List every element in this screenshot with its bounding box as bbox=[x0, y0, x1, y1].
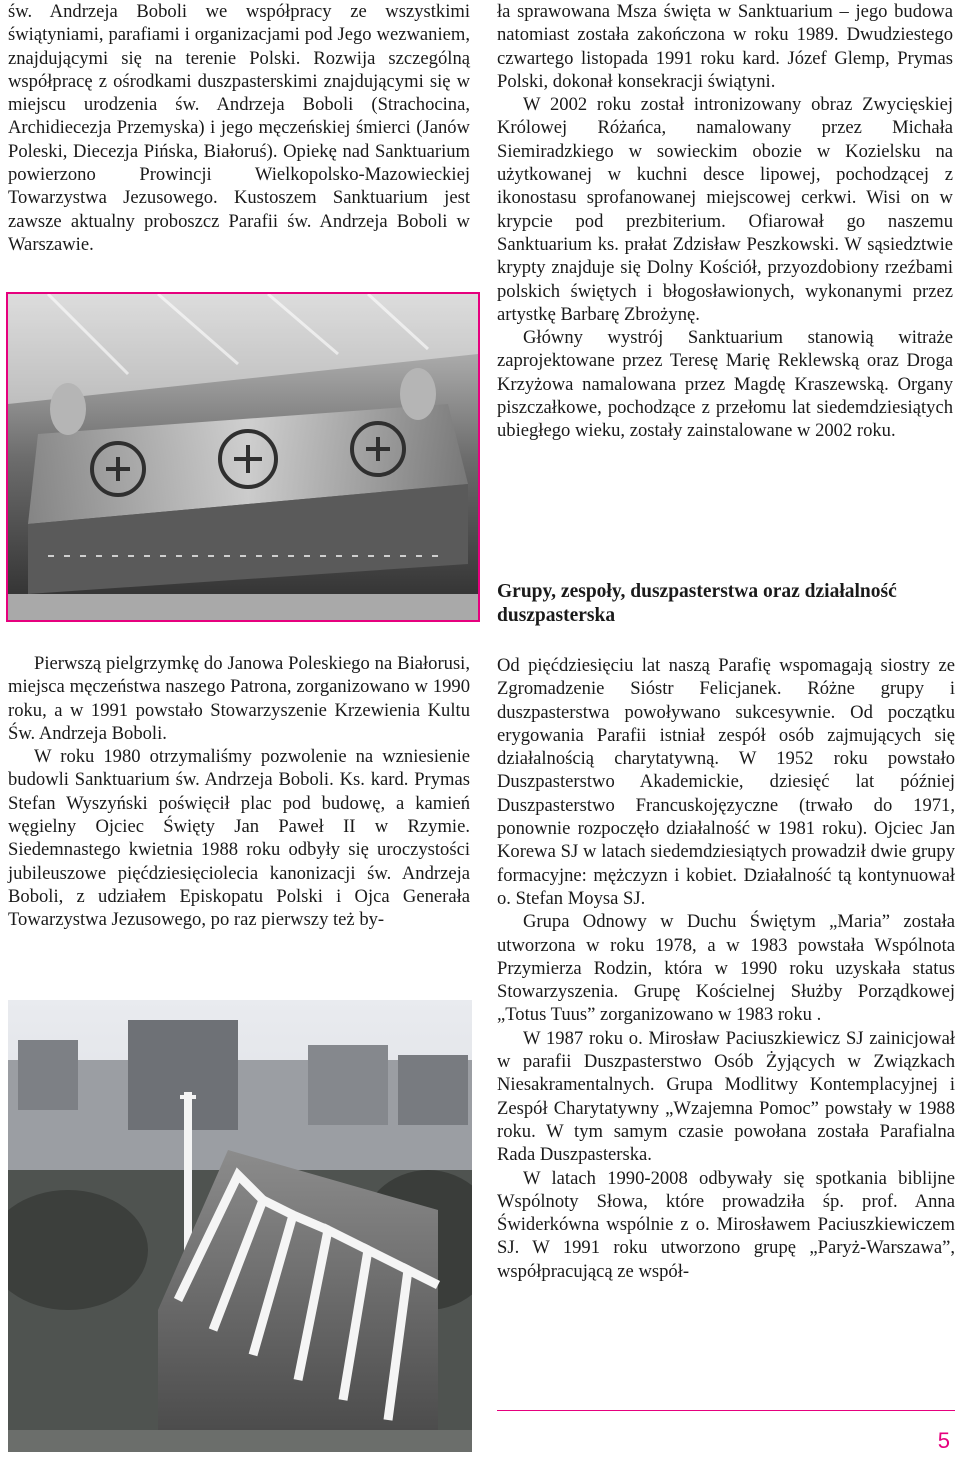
paragraph: Grupa Odnowy w Duchu Świętym „Maria” została utworzona w roku 1978, a w 1983 powstała Wspólnota Przymierza Rodzin, która w 1990 roku uzyskała status Stowarzyszenia. Grupę Kościelnej Służby Porządkowej „Totus Tuus” zorganizowano w 1983 roku . bbox=[497, 911, 955, 1026]
paragraph: W 2002 roku został intronizowany obraz Zwycięskiej Królowej Różańca, namalowany przez Michała Siemiradzkiego w sowieckim obozie w Kozielsku na użytkowanej w kuchni desce lipowej, pochodzącej z ikonostasu sprofanowanej miejscowej cerkwi. Wisi on w krypcie pod prezbiterium. Ofiarował go naszemu Sanktuarium ks. prałat Zdzisław Peszkowski. W sąsiedztwie krypty znajduje się Dolny Kościół, przyozdobiony rzeźbami polskich świętych i błogosławionych, wykonanymi przez artystkę Barbarę Zbrożynę. bbox=[497, 94, 953, 325]
page-number: 5 bbox=[937, 1428, 950, 1453]
paragraph: Główny wystrój Sanktuarium stanowią witraże zaprojektowane przez Teresę Marię Reklewską oraz Droga Krzyżowa namalowana przez Magdę Kraszewską. Organy piszczałkowe, pochodzące z przełomu lat siedemdziesiątych ubiegłego wieku, zostały zainstalowane w 2002 roku. bbox=[497, 327, 953, 442]
paragraph: W roku 1980 otrzymaliśmy pozwolenie na wzniesienie budowli Sanktuarium św. Andrzeja Boboli. Ks. kard. Prymas Stefan Wyszyński poświęcił plac pod budowę, a kamień węgielny Ojciec Święty Jan Paweł II w Rzymie. Siedemnastego kwietnia 1988 roku odbyły się uroczystości jubileuszowe pięćdziesięciolecia kanonizacji św. Andrzeja Boboli, z udziałem Episkopatu Polski i Ojca Generała Towarzystwa Jezusowego, po raz pierwszy też by- bbox=[8, 746, 470, 931]
right-column-top bbox=[497, 0, 953, 443]
paragraph: Od pięćdziesięciu lat naszą Parafię wspomagają siostry ze Zgromadzenie Sióstr Felicjanek. Różne grupy i duszpasterstwa powoływano sukcesywnie. Od początku erygowania Parafii istniał zespół osób zajmujących się działalnością charytatywną. W 1952 roku powstało Duszpasterstwo Akademickie, dziesięć lat później Duszpasterstwo Francuskojęzyczne (trwało do 1971, ponownie rozpoczęło działalność w 1981 roku). Ojciec Jan Korewa SJ w latach siedemdziesiątych prowadził dwie grupy formacyjne: mężczyzn i kobiet. Działalność tą kontynuował o. Stefan Moysa SJ. bbox=[497, 655, 955, 909]
paragraph: św. Andrzeja Boboli we współpracy ze wszystkimi świątyniami, parafiami i organizacjami pod Jego wezwaniem, znajdującymi się na terenie Polski. Rozwija szczególną współpracę z ośrodkami duszpasterskimi znajdującymi się w miejscu urodzenia św. Andrzeja Boboli (Strachocina, Archidiecezja Przemyska) i jego męczeńskiej śmierci (Janów Poleski, Diecezja Pińska, Białoruś). Opiekę nad Sanktuarium powierzono Prowincji Wielkopolsko-Mazowieckiej Towarzystwa Jezusowego. Kustoszem Sanktuarium jest zawsze aktualny proboszcz Parafii św. Andrzeja Boboli w Warszawie. bbox=[8, 1, 470, 255]
left-column-top bbox=[8, 0, 470, 256]
section-heading: Grupy, zespoły, duszpasterstwa oraz działalność duszpasterska bbox=[497, 581, 897, 626]
paragraph: Pierwszą pielgrzymkę do Janowa Poleskiego na Białorusi, miejsca męczeństwa naszego Patrona, zorganizowano w 1990 roku, a w 1991 powstało Stowarzyszenie Krzewienia Kultu Św. Andrzeja Boboli. bbox=[8, 653, 470, 744]
paragraph: ła sprawowana Msza święta w Sanktuarium – jego budowa natomiast została zakończona w roku 1989. Dwudziestego czwartego listopada 1991 roku kard. Józef Glemp, Prymas Polski, dokonał konsekracji świątyni. bbox=[497, 1, 953, 92]
paragraph: W 1987 roku o. Mirosław Paciuszkiewicz SJ zainicjował w parafii Duszpasterstwo Osób Żyjących w Związkach Niesakramentalnych. Grupa Modlitwy Kontemplacyjnej i Zespół Charytatywny „Wzajemna Pomoc” powstały w 1988 roku. W tym samym czasie powołana została Parafialna Rada Duszpasterska. bbox=[497, 1027, 955, 1166]
church-aerial-photo bbox=[8, 1000, 472, 1452]
paragraph: W latach 1990-2008 odbywały się spotkania biblijne Wspólnoty Słowa, które prowadziła śp. prof. Anna Świderkówna wspólnie z o. Mirosławem Paciuszkiewiczem SJ. W 1991 roku utworzono grupę „Paryż-Warszawa”, współpracującą ze współ- bbox=[497, 1167, 955, 1282]
right-column-bottom bbox=[497, 654, 955, 1283]
left-column-middle bbox=[8, 652, 470, 932]
footer-rule bbox=[497, 1410, 955, 1411]
reliquary-photo bbox=[8, 294, 478, 620]
